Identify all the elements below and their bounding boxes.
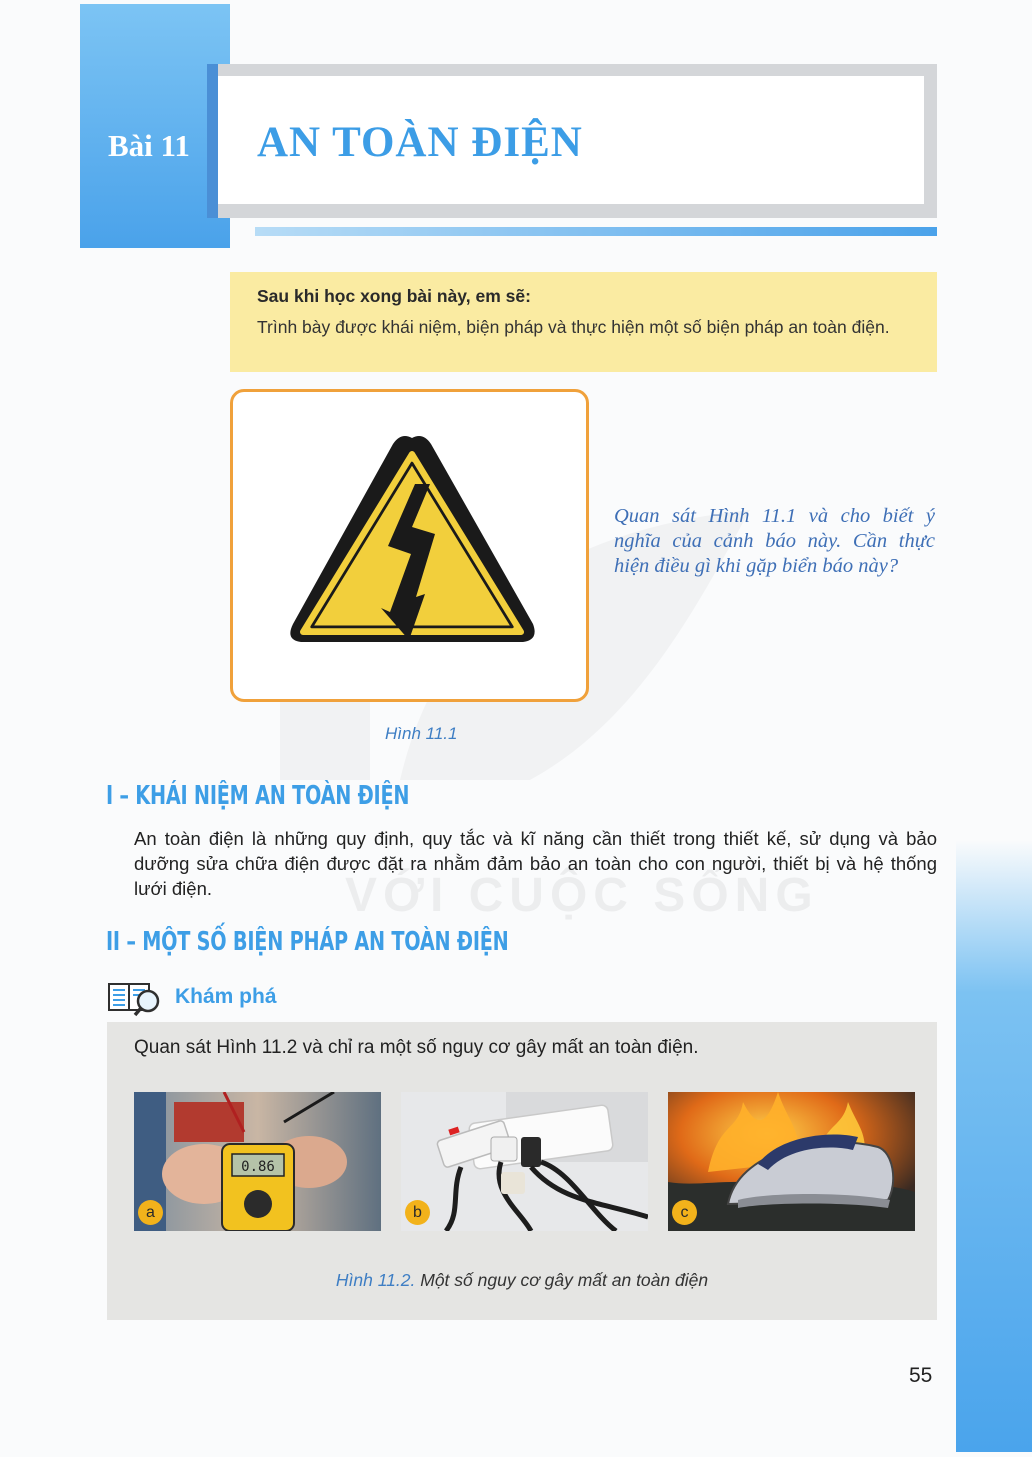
activity-box	[107, 1022, 937, 1320]
figure-11-2-number: Hình 11.2.	[335, 1270, 416, 1290]
explore-book-icon	[107, 981, 163, 1017]
title-underline	[255, 227, 937, 236]
explore-label: Khám phá	[175, 985, 277, 1008]
figure-11-1-frame	[230, 389, 589, 702]
multimeter-display: 0.86	[241, 1159, 275, 1175]
objective-text: Trình bày được khái niệm, biện pháp và thực hiện một số biện pháp an toàn điện.	[257, 317, 890, 337]
photo-a-label: a	[138, 1200, 163, 1225]
figure-11-2-caption-text: Một số nguy cơ gây mất an toàn điện	[420, 1270, 709, 1290]
figure-11-1-question: Quan sát Hình 11.1 và cho biết ý nghĩa của cảnh báo này. Cần thực hiện điều gì khi gặp biển báo này?	[614, 505, 935, 577]
photo-b-label: b	[405, 1200, 430, 1225]
section-2-heading: II – MỘT SỐ BIỆN PHÁP AN TOÀN ĐIỆN	[106, 927, 509, 957]
objective-heading: Sau khi học xong bài này, em sẽ:	[257, 286, 531, 306]
page-number: 55	[909, 1364, 933, 1387]
page-edge-decoration	[956, 840, 1032, 1452]
title-frame-accent	[207, 64, 218, 218]
lesson-title: AN TOÀN ĐIỆN	[257, 119, 583, 166]
lesson-label: Bài 11	[108, 128, 190, 163]
activity-text: Quan sát Hình 11.2 và chỉ ra một số nguy cơ gây mất an toàn điện.	[134, 1037, 699, 1058]
photo-b-overloaded-socket	[401, 1092, 648, 1231]
photo-c-label: c	[672, 1200, 697, 1225]
watermark-text: VỚI CUỘC SỐNG	[345, 869, 819, 922]
high-voltage-warning-icon	[285, 428, 539, 660]
section-1-text: An toàn điện là những quy định, quy tắc và kĩ năng cần thiết trong thiết kế, sử dụng và bảo dưỡng sửa chữa điện được đặt ra nhằm đảm bảo an toàn cho con người, thiết bị và hệ thống lưới điện.	[134, 828, 937, 899]
photo-c-burning-iron	[668, 1092, 915, 1231]
objective-box	[230, 272, 937, 372]
photo-a-multimeter	[134, 1092, 381, 1231]
figure-11-1-caption: Hình 11.1	[385, 724, 458, 743]
figure-11-2-caption	[107, 1270, 937, 1291]
section-1-heading: I – KHÁI NIỆM AN TOÀN ĐIỆN	[106, 781, 410, 811]
